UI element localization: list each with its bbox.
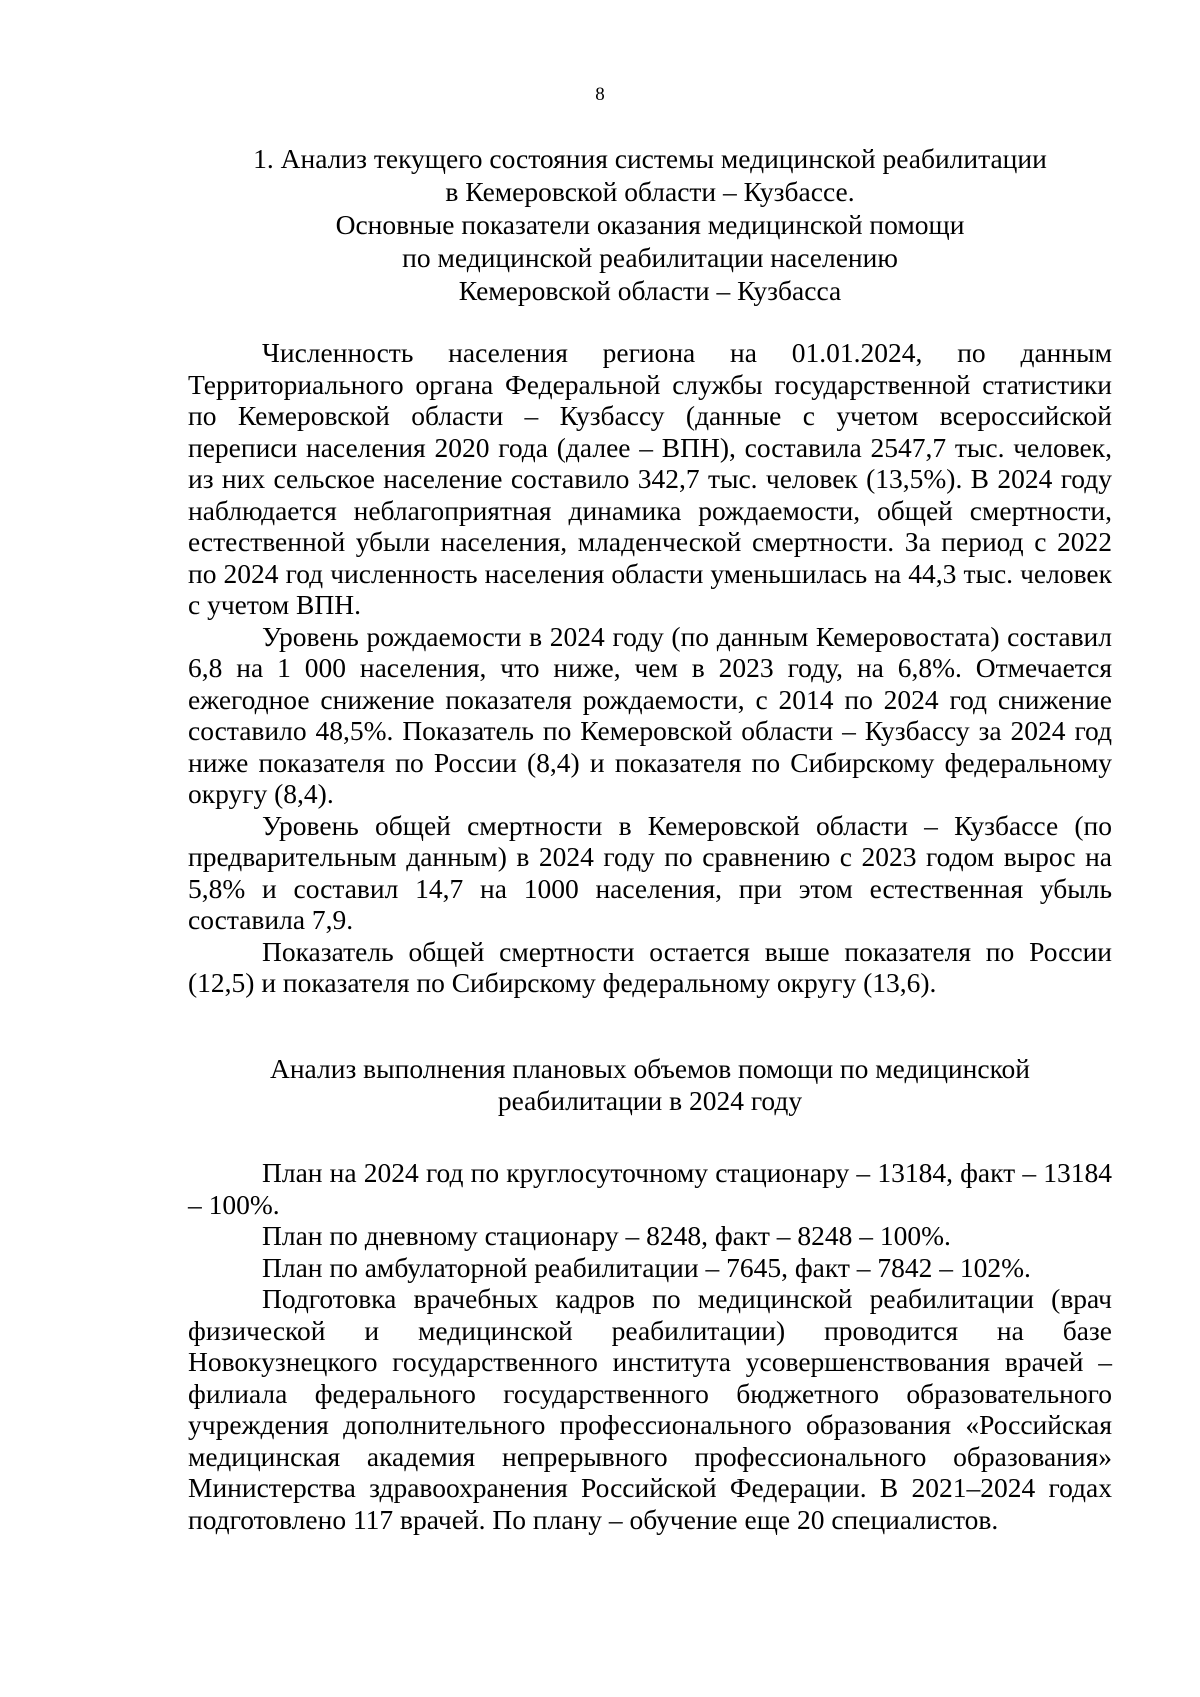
heading-line: Основные показатели оказания медицинской помощи — [335, 209, 965, 240]
section-heading — [188, 142, 1112, 307]
paragraph-mortality: Уровень общей смертности в Кемеровской области – Кузбассе (по предварительным данным) в 2024 году по сравнению с 2023 годом вырос на 5,8% и составил 14,7 на 1000 населения, при этом естественная убыль составила 7,9. — [188, 809, 1112, 935]
heading-line: Кемеровской области – Кузбасса — [458, 275, 842, 306]
paragraph-population: Численность населения региона на 01.01.2024, по данным Территориального органа Федеральной службы государственной статистики по Кемеровской области – Кузбассу (данные с учетом всероссийской переписи населения 2020 года (далее – ВПН), составила 2547,7 тыс. человек, из них сельское население составило 342,7 тыс. человек (13,5%). В 2024 году наблюдается неблагоприятная динамика рождаемости, общей смертности, естественной убыли населения, младенческой смертности. За период с 2022 по 2024 год численность населения области уменьшилась на 44,3 тыс. человек с учетом ВПН. — [188, 337, 1112, 620]
section-two-body — [188, 1157, 1112, 1535]
subheading-line: Анализ выполнения плановых объемов помощи по медицинской — [269, 1053, 1030, 1084]
page-number: 8 — [595, 84, 605, 105]
heading-line: в Кемеровской области – Кузбассе. — [445, 176, 855, 207]
paragraph-plan-outpatient: План по амбулаторной реабилитации – 7645, факт – 7842 – 102%. — [262, 1251, 1031, 1283]
paragraph-plan-inpatient: План на 2024 год по круглосуточному стационару – 13184, факт – 13184 – 100%. — [188, 1157, 1112, 1220]
paragraph-mortality-comparison: Показатель общей смертности остается выше показателя по России (12,5) и показателя по Сибирскому федеральному округу (13,6). — [188, 935, 1112, 998]
paragraph-staff-training: Подготовка врачебных кадров по медицинской реабилитации (врач физической и медицинской реабилитации) проводится на базе Новокузнецкого государственного института усовершенствования врачей – филиала федерального государственного бюджетного образовательного учреждения дополнительного профессионального образования «Российская медицинская академия непрерывного профессионального образования» Министерства здравоохранения Российской Федерации. В 2021–2024 годах подготовлено 117 врачей. По плану – обучение еще 20 специалистов. — [188, 1283, 1112, 1535]
heading-line: 1. Анализ текущего состояния системы медицинской реабилитации — [253, 143, 1047, 174]
subsection-heading — [188, 1053, 1112, 1116]
paragraph-birth-rate: Уровень рождаемости в 2024 году (по данным Кемеровостата) составил 6,8 на 1 000 населения, что ниже, чем в 2023 году, на 6,8%. Отмечается ежегодное снижение показателя рождаемости, с 2014 по 2024 год снижение составило 48,5%. Показатель по Кемеровской области – Кузбассу за 2024 год ниже показателя по России (8,4) и показателя по Сибирскому федеральному округу (8,4). — [188, 620, 1112, 809]
section-one-body — [188, 337, 1112, 999]
paragraph-plan-day-hospital: План по дневному стационару – 8248, факт – 8248 – 100%. — [262, 1220, 951, 1251]
subheading-line: реабилитации в 2024 году — [497, 1084, 803, 1116]
heading-line: по медицинской реабилитации населению — [402, 242, 898, 273]
